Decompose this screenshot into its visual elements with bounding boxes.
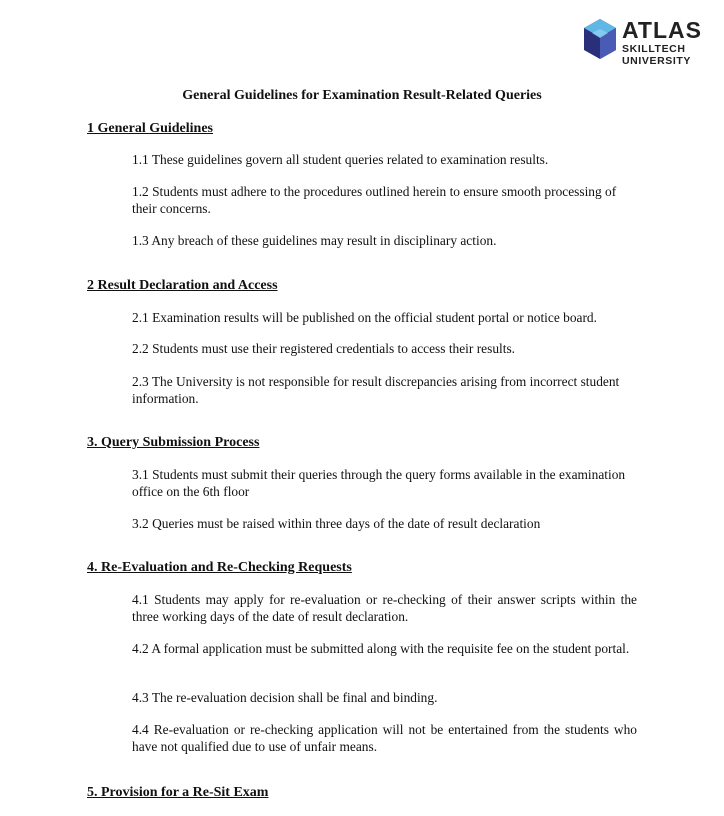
logo-wordmark: ATLAS bbox=[622, 17, 702, 43]
paragraph: 3.1 Students must submit their queries through the query forms available in the examination office on the 6th floor bbox=[132, 467, 626, 499]
document-title: General Guidelines for Examination Result-Related Queries bbox=[182, 88, 542, 103]
paragraph: 2.1 Examination results will be published on the official student portal or notice board. bbox=[132, 310, 597, 325]
section-heading: 1 General Guidelines bbox=[87, 121, 213, 136]
paragraph: 2.3 The University is not responsible for result discrepancies arising from incorrect student information. bbox=[132, 374, 620, 406]
section-heading: 3. Query Submission Process bbox=[87, 435, 260, 450]
logo-line-university: UNIVERSITY bbox=[622, 54, 692, 67]
section-heading: 5. Provision for a Re-Sit Exam bbox=[87, 785, 269, 800]
paragraph: 1.3 Any breach of these guidelines may result in disciplinary action. bbox=[132, 233, 497, 248]
paragraph: 4.4 Re-evaluation or re-checking application will not be entertained from the students who have not qualified due to use of unfair means. bbox=[132, 722, 637, 754]
paragraph: 4.1 Students may apply for re-evaluation or re-checking of their answer scripts within the three working days of the date of result declaration. bbox=[132, 592, 637, 624]
paragraph: 1.1 These guidelines govern all student queries related to examination results. bbox=[132, 152, 549, 167]
paragraph: 4.3 The re-evaluation decision shall be final and binding. bbox=[132, 690, 438, 705]
paragraph: 2.2 Students must use their registered credentials to access their results. bbox=[132, 341, 516, 356]
hexagon-cube-icon bbox=[582, 17, 618, 63]
paragraph: 3.2 Queries must be raised within three days of the date of result declaration bbox=[132, 516, 541, 531]
section-heading: 4. Re-Evaluation and Re-Checking Requests bbox=[87, 560, 352, 575]
atlas-logo bbox=[582, 17, 702, 67]
paragraph: 1.2 Students must adhere to the procedures outlined herein to ensure smooth processing of their concerns. bbox=[132, 184, 617, 216]
paragraph: 4.2 A formal application must be submitted along with the requisite fee on the student portal. bbox=[132, 641, 630, 656]
section-heading: 2 Result Declaration and Access bbox=[87, 278, 278, 293]
logo-line-skilltech: SKILLTECH bbox=[622, 43, 686, 55]
